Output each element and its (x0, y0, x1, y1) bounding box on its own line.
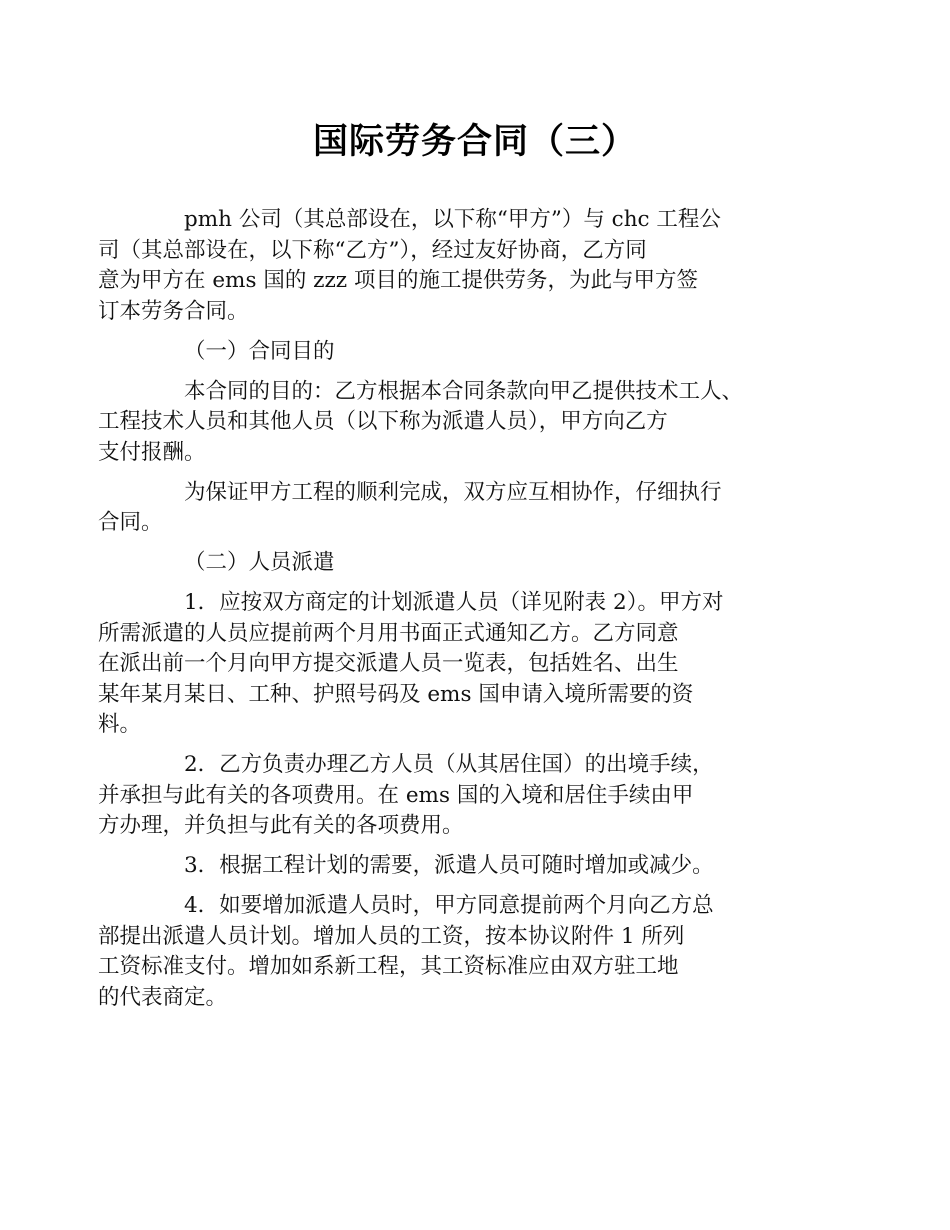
paragraph-item-3 (141, 851, 813, 882)
text-line: 工程技术人员和其他人员（以下称为派遣人员），甲方向乙方 (98, 409, 668, 434)
text-line: 本合同的目的：乙方根据本合同条款向甲乙提供技术工人、 (184, 378, 744, 404)
text-line: 的代表商定。 (98, 984, 228, 1010)
text-line: 支付报酬。 (98, 439, 206, 465)
paragraph-intro (98, 205, 813, 327)
document-title: 国际劳务合同（三） (312, 122, 637, 162)
text-line: 部提出派遣人员计划。增加人员的工资，按本协议附件 1 所列 (98, 923, 685, 949)
paragraph-item-2 (98, 750, 813, 842)
paragraph-item-4 (98, 891, 813, 1013)
paragraph-cooperation (98, 478, 813, 539)
text-line: 并承担与此有关的各项费用。在 ems 国的入境和居住手续由甲 (98, 782, 694, 808)
text-line: 1．应按双方商定的计划派遣人员（详见附表 2）。甲方对 (184, 590, 724, 615)
text-line: 意为甲方在 ems 国的 zzz 项目的施工提供劳务，为此与甲方签 (98, 268, 698, 293)
text-line: 在派出前一个月向甲方提交派遣人员一览表，包括姓名、出生 (98, 651, 679, 676)
text-line: 4．如要增加派遣人员时，甲方同意提前两个月向乙方总 (184, 893, 714, 918)
text-line: 2．乙方负责办理乙方人员（从其居住国）的出境手续， (184, 752, 714, 777)
paragraph-item-1 (98, 588, 813, 741)
document-body (98, 205, 813, 1023)
text-line: 为保证甲方工程的顺利完成，双方应互相协作，仔细执行 (184, 479, 722, 505)
text-line: 工资标准支付。增加如系新工程，其工资标准应由双方驻工地 (98, 954, 679, 979)
text-line: 3．根据工程计划的需要，派遣人员可随时增加或减少。 (184, 853, 714, 878)
paragraph-purpose (98, 377, 813, 469)
text-line: 合同。 (98, 510, 163, 535)
text-line: 司（其总部设在，以下称“乙方”），经过友好协商，乙方同 (98, 237, 647, 263)
section-heading-purpose: （一）合同目的 (184, 338, 335, 364)
text-line: 方办理，并负担与此有关的各项费用。 (98, 813, 464, 838)
text-line: 某年某月某日、工种、护照号码及 ems 国申请入境所需要的资 (98, 681, 694, 707)
text-line: 料。 (98, 712, 142, 737)
text-line: 所需派遣的人员应提前两个月用书面正式通知乙方。乙方同意 (98, 620, 679, 646)
text-line: 订本劳务合同。 (98, 298, 249, 324)
section-heading-dispatch: （二）人员派遣 (184, 550, 335, 575)
text-line: pmh 公司（其总部设在，以下称“甲方”）与 chc 工程公 (184, 207, 721, 232)
